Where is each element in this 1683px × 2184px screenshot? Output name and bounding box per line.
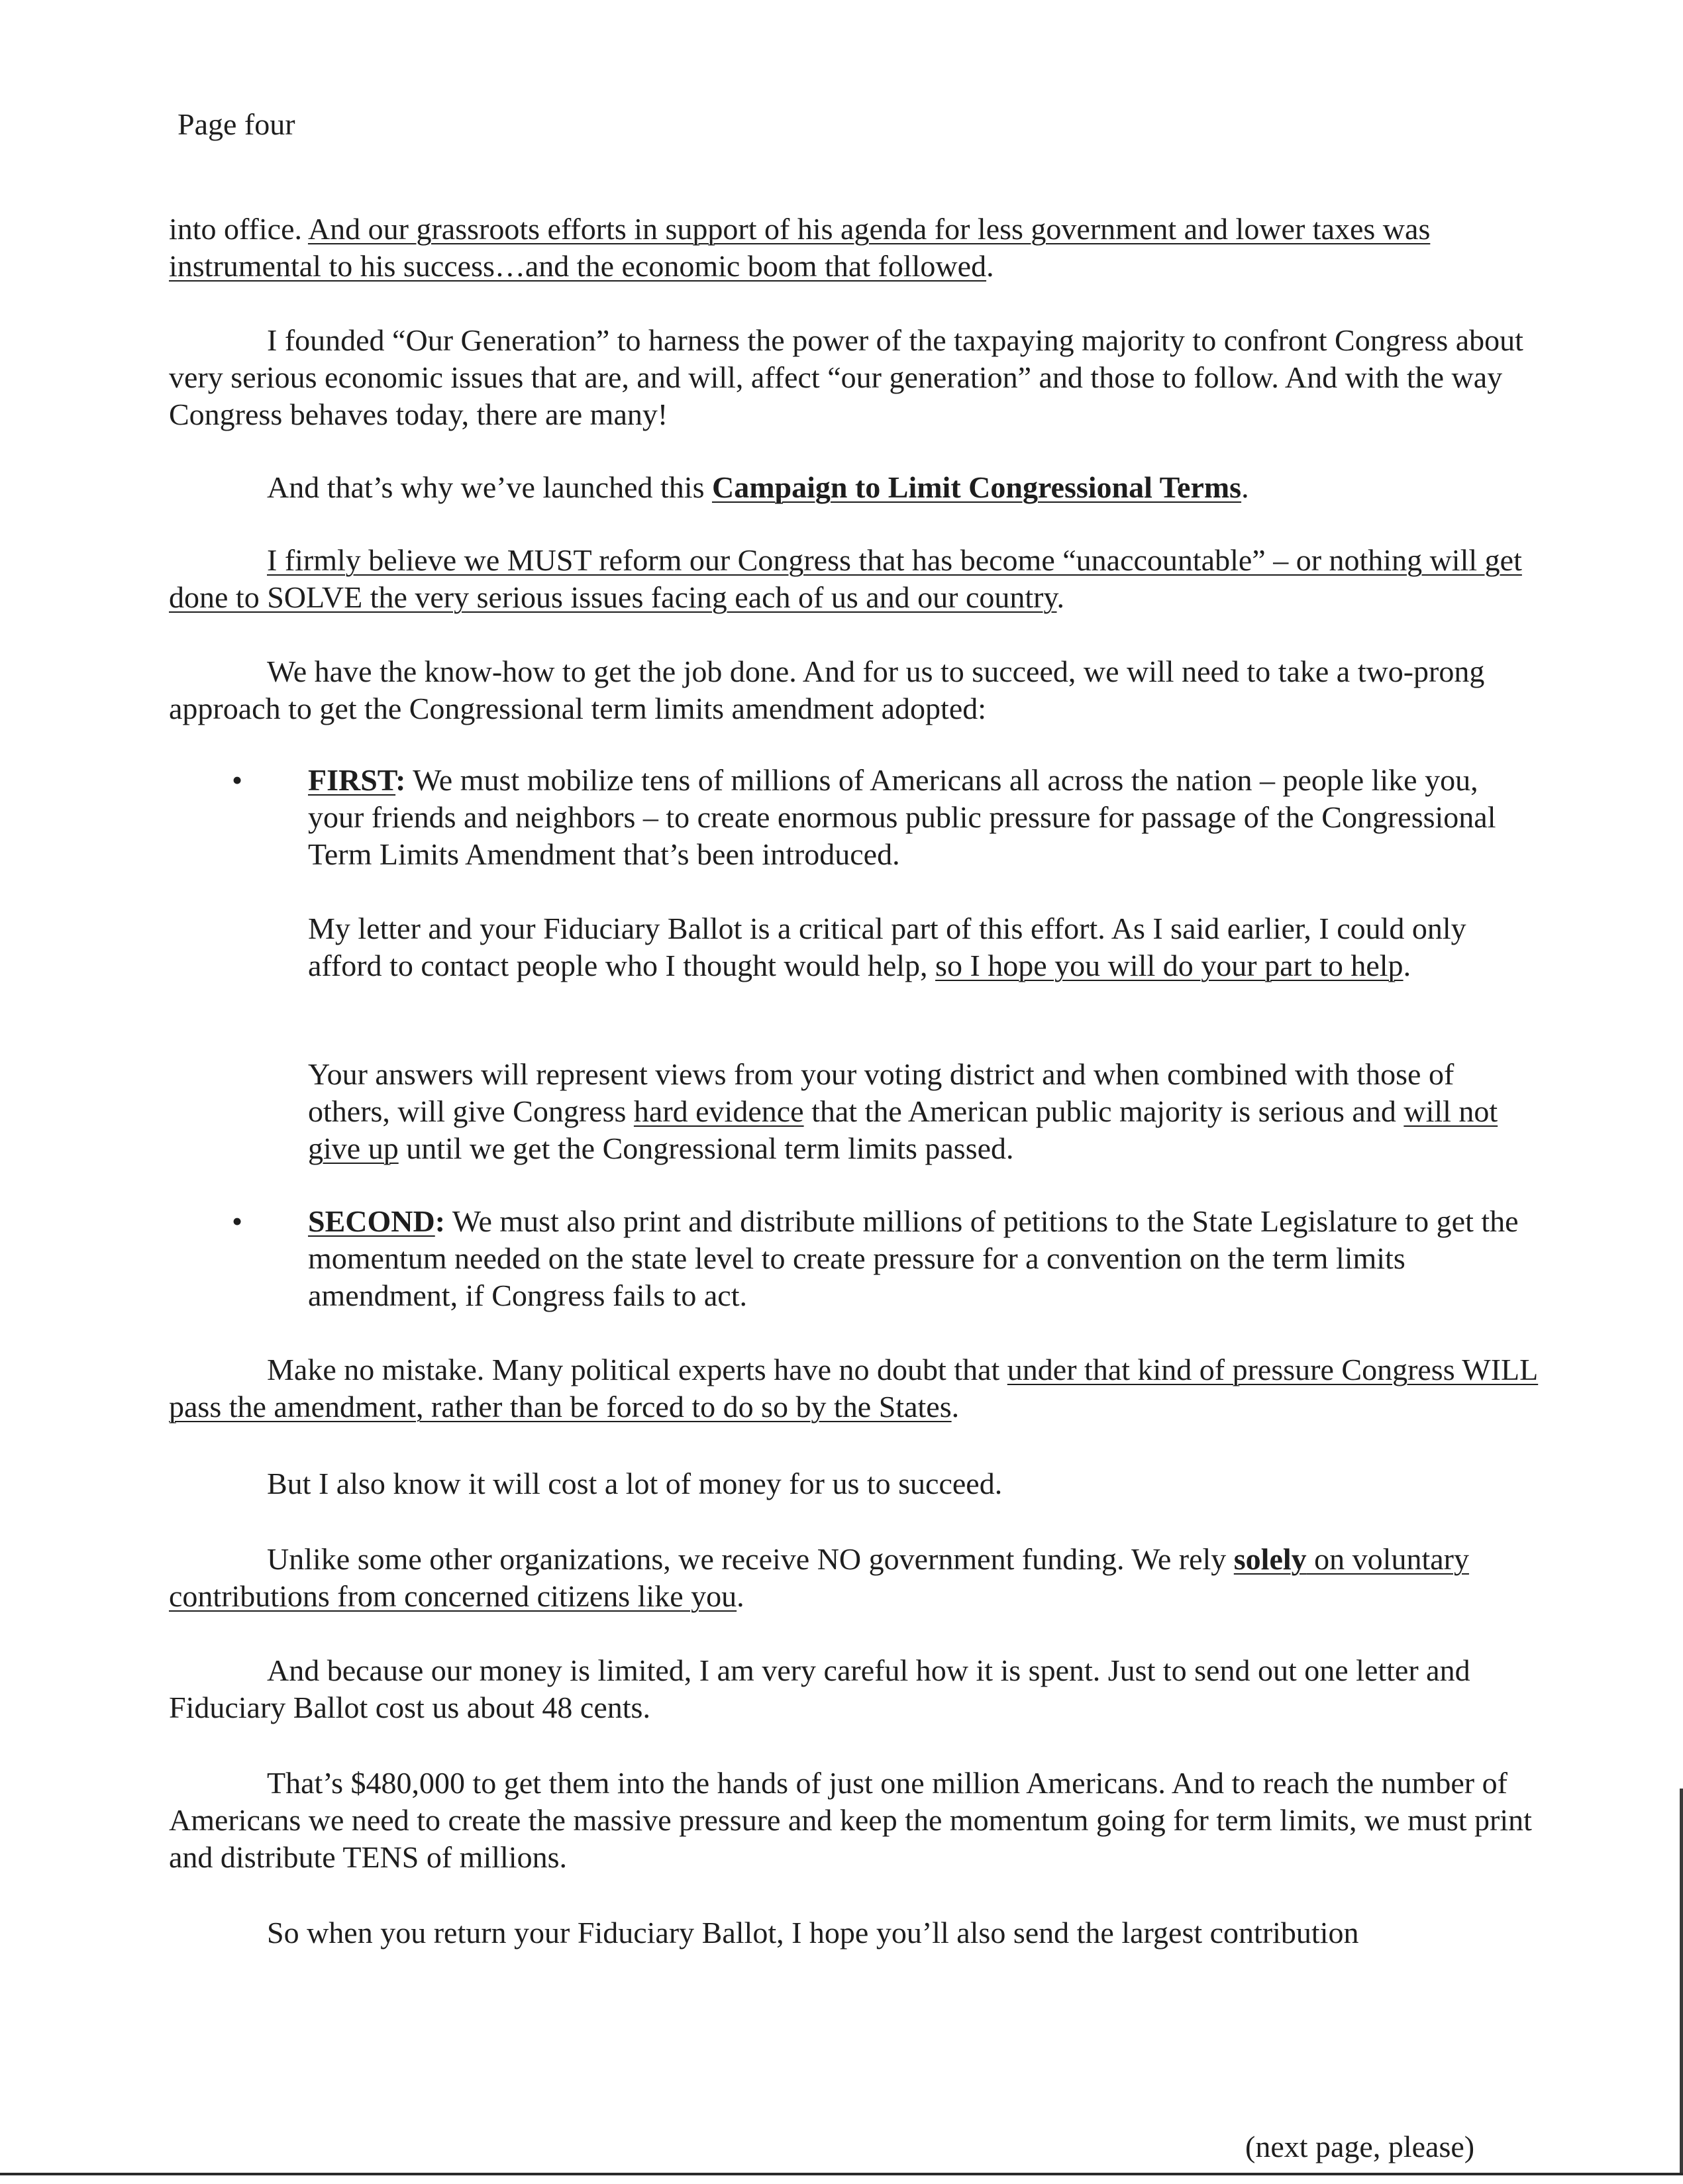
underlined-text: And our grassroots efforts in support of his agenda for less government and lower taxes was instrumental to his success…and the economic boom that followed xyxy=(169,212,1431,283)
bullet-colon: : xyxy=(395,763,406,797)
bullet-text: We must also print and distribute millions of petitions to the State Legislature to get the momentum needed on the state level to create pressure for a convention on the term limits amendment, if Congress fails to act. xyxy=(308,1204,1519,1312)
emphasis-solely: solely xyxy=(1233,1542,1307,1576)
bullet-first-letter xyxy=(308,910,1537,984)
paragraph-end: . xyxy=(951,1390,960,1424)
underlined-text: on voluntary contributions from concerned citizens like you xyxy=(169,1542,1469,1613)
paragraph-text: We have the know-how to get the job done. And for us to succeed, we will need to take a two-prong approach to get the Congressional term limits amendment adopted: xyxy=(169,654,1485,725)
paragraph-text: that the American public majority is serious and xyxy=(803,1094,1404,1128)
paragraph-text: My letter and your Fiduciary Ballot is a critical part of this effort. As I said earlier, I could only afford to contact people who I thought would help, xyxy=(308,911,1466,982)
paragraph-continuation xyxy=(169,211,1543,285)
bullet-lead: SECOND xyxy=(308,1204,435,1238)
paragraph-two-prong xyxy=(169,653,1543,727)
paragraph-end: . xyxy=(1056,580,1065,614)
bullet-second xyxy=(308,1203,1537,1314)
bullet-first-answers xyxy=(308,1056,1537,1167)
scan-right-edge xyxy=(1680,1789,1683,2173)
underlined-text: I firmly believe we MUST reform our Congress that has become “unaccountable” – or nothing will get done to SOLVE the very serious issues facing each of us and our country xyxy=(169,543,1522,614)
bullet-marker: • xyxy=(232,763,243,797)
continuation-note: (next page, please) xyxy=(1245,2130,1475,2163)
paragraph-text: That’s $480,000 to get them into the hands of just one million Americans. And to reach the number of Americans we need to create the massive pressure and keep the momentum going for term limits, we must print and distribute TENS of millions. xyxy=(169,1766,1532,1874)
paragraph-end: . xyxy=(986,249,994,283)
paragraph-cost xyxy=(169,1465,1543,1502)
bullet-marker: • xyxy=(232,1204,243,1238)
page-header: Page four xyxy=(178,107,295,141)
paragraph-our-generation xyxy=(169,322,1543,433)
underlined-text: under that kind of pressure Congress WILL pass the amendment, rather than be forced to do so by the States xyxy=(169,1353,1539,1424)
bullet-text: We must mobilize tens of millions of Americans all across the nation – people like you, your friends and neighbors – to create enormous public pressure for passage of the Congressional Term Limits Amendment that’s been introduced. xyxy=(308,763,1496,871)
paragraph-money-limited xyxy=(169,1652,1543,1726)
paragraph-cost-breakdown xyxy=(169,1765,1543,1876)
bullet-colon: : xyxy=(434,1204,446,1238)
paragraph-text: into office. xyxy=(169,212,308,246)
paragraph-end: . xyxy=(1403,949,1411,982)
paragraph-text: I founded “Our Generation” to harness the power of the taxpaying majority to confront Congress about very serious economic issues that are, and will, affect “our generation” and those to follow. And with the way Congress behaves today, there are many! xyxy=(169,323,1523,431)
paragraph-text: until we get the Congressional term limits passed. xyxy=(398,1131,1014,1165)
paragraph-end: . xyxy=(1241,470,1249,504)
paragraph-text: So when you return your Fiduciary Ballot, I hope you’ll also send the largest contribution xyxy=(267,1916,1359,1950)
paragraph-end: . xyxy=(737,1579,744,1613)
paragraph-no-mistake xyxy=(169,1351,1543,1426)
underlined-text: so I hope you will do your part to help xyxy=(935,949,1403,982)
paragraph-text: Your answers will represent views from your voting district and when combined with those of others, will give Congress xyxy=(308,1057,1454,1128)
paragraph-reform xyxy=(169,542,1543,616)
paragraph-text: Make no mistake. Many political experts have no doubt that xyxy=(267,1353,1007,1386)
campaign-title: Campaign to Limit Congressional Terms xyxy=(711,470,1242,504)
underlined-text: will not give up xyxy=(308,1094,1498,1165)
paragraph-contribution xyxy=(169,1914,1543,1951)
bullet-lead: FIRST xyxy=(308,763,396,797)
paragraph-campaign xyxy=(169,469,1543,506)
paragraph-funding xyxy=(169,1541,1543,1615)
scan-bottom-edge xyxy=(0,2173,1683,2175)
paragraph-text: Unlike some other organizations, we receive NO government funding. We rely xyxy=(267,1542,1234,1576)
paragraph-text: But I also know it will cost a lot of money for us to succeed. xyxy=(267,1467,1003,1500)
bullet-first xyxy=(308,762,1537,873)
paragraph-text: And because our money is limited, I am very careful how it is spent. Just to send out one letter and Fiduciary Ballot cost us about 48 cents. xyxy=(169,1653,1470,1724)
paragraph-text: And that’s why we’ve launched this xyxy=(267,470,712,504)
underlined-text: hard evidence xyxy=(633,1094,804,1128)
